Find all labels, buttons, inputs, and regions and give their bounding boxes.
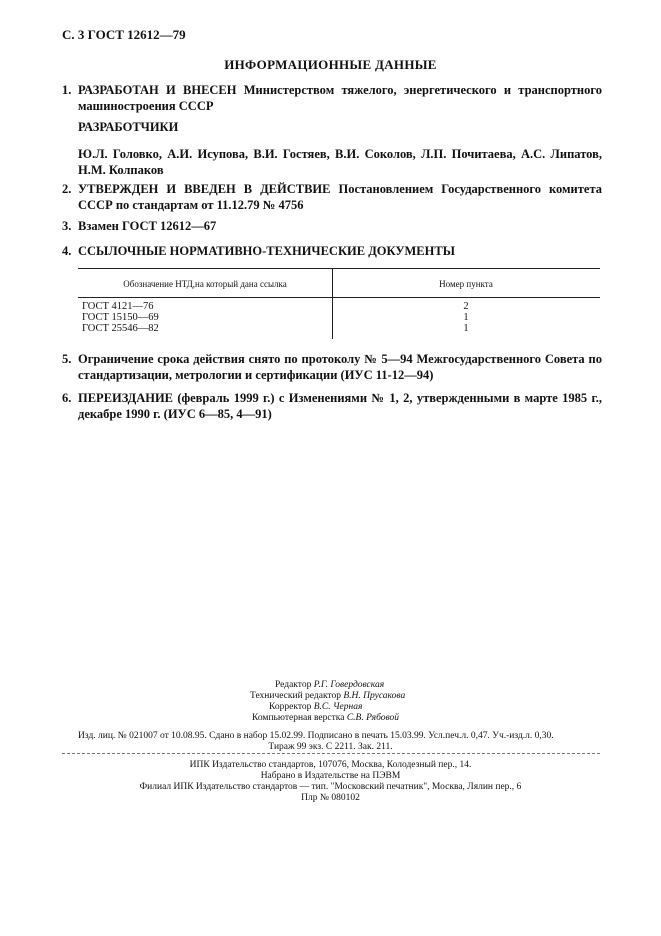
publisher-branch: Филиал ИПК Издательство стандартов — тип. "Московский печатник", Москва, Лялин пер., 6 [139, 782, 522, 792]
item-text: Ограничение срока действия снято по протоколу № 5—94 Межгосударственного Совета по стандартизации, метрологии и сертификации (ИУС 11-12—94) [78, 352, 602, 382]
credit-tech-editor: Технический редактор В.Н. Прусакова [250, 691, 406, 701]
table-cell-clause: 2 [463, 301, 469, 312]
page-title: ИНФОРМАЦИОННЫЕ ДАННЫЕ [224, 57, 437, 72]
item-text: УТВЕРЖДЕН И ВВЕДЕН В ДЕЙСТВИЕ Постановлением Государственного комитета СССР по стандартам от 11.12.79 № 4756 [78, 182, 602, 212]
item-number: 4. [62, 244, 72, 258]
credit-layout: Компьютерная верстка С.В. Рябовой [252, 713, 399, 723]
table-cell-doc: ГОСТ 4121—76 [82, 301, 154, 312]
item-text: ССЫЛОЧНЫЕ НОРМАТИВНО-ТЕХНИЧЕСКИЕ ДОКУМЕНТЫ [78, 244, 455, 258]
page-header: С. 3 ГОСТ 12612—79 [62, 27, 186, 42]
credit-corrector: Корректор В.С. Черная [269, 702, 363, 712]
publisher-typeset: Набрано в Издательстве на ПЭВМ [260, 771, 401, 781]
item-text: Взамен ГОСТ 12612—67 [78, 219, 217, 233]
publisher-license: Плр № 080102 [301, 793, 360, 803]
item-number: 5. [62, 352, 72, 366]
table-top-rule [78, 268, 600, 269]
table-cell-clause: 1 [463, 312, 469, 323]
item-text: ПЕРЕИЗДАНИЕ (февраль 1999 г.) с Изменениями № 1, 2, утвержденными в марте 1985 г., декабре 1990 г. (ИУС 6—85, 4—91) [78, 391, 602, 421]
item-number: 3. [62, 219, 72, 233]
credit-editor: Редактор Р.Г. Говердовская [275, 680, 385, 690]
table-header-rule [78, 297, 600, 298]
publisher-address: ИПК Издательство стандартов, 107076, Москва, Колодезный пер., 14. [189, 760, 472, 770]
table-cell-doc: ГОСТ 25546—82 [82, 323, 159, 334]
separator-rule [62, 753, 600, 754]
item-number: 2. [62, 182, 72, 196]
item-text: РАЗРАБОТАН И ВНЕСЕН Министерством тяжелого, энергетического и транспортного машиностроения СССР [78, 83, 602, 113]
table-header-clause: Номер пункта [439, 279, 493, 289]
table-header-doc: Обозначение НТД,на который дана ссылка [123, 279, 287, 289]
developers-heading: РАЗРАБОТЧИКИ [78, 120, 179, 134]
item-number: 6. [62, 391, 72, 405]
developers-list: Ю.Л. Головко, А.И. Исупова, В.И. Гостяев, В.И. Соколов, Л.П. Почитаева, А.С. Липатов, Н.М. Колпаков [78, 147, 602, 177]
imprint-line: Изд. лиц. № 021007 от 10.08.95. Сдано в набор 15.02.99. Подписано в печать 15.03.99. Усл.печ.л. 0,47. Уч.-изд.л. 0,30. [78, 731, 554, 741]
print-run: Тираж 99 экз. С 2211. Зак. 211. [268, 742, 393, 752]
table-cell-clause: 1 [463, 323, 469, 334]
item-number: 1. [62, 83, 72, 97]
table-cell-doc: ГОСТ 15150—69 [82, 312, 159, 323]
